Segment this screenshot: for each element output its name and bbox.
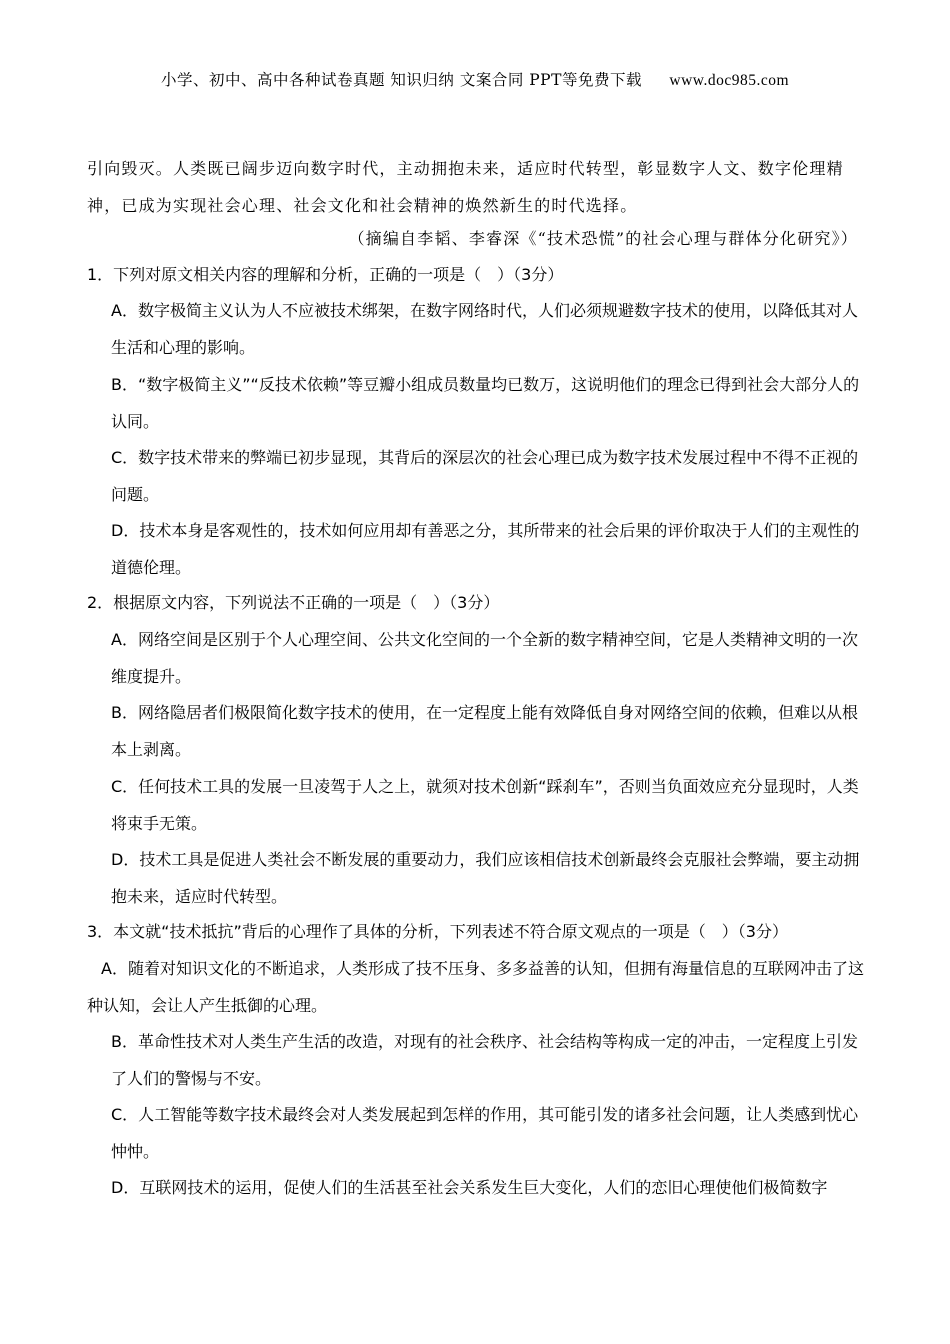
question-3-stem: 3．本文就“技术抵抗”背后的心理作了具体的分析，下列表述不符合原文观点的一项是（ ）（3分） [87,922,788,941]
question-2-option-b: B．网络隐居者们极限简化数字技术的使用，在一定程度上能有效降低自身对网络空间的依赖，但难以从根本上剥离。 [111,703,858,759]
question-2-option-a: A．网络空间是区别于个人心理空间、公共文化空间的一个全新的数字精神空间，它是人类精神文明的一次维度提升。 [111,630,858,686]
question-3-option-c: C．人工智能等数字技术最终会对人类发展起到怎样的作用，其可能引发的诸多社会问题，让人类感到忧心忡忡。 [111,1105,859,1161]
question-2-option-d: D．技术工具是促进人类社会不断发展的重要动力，我们应该相信技术创新最终会克服社会弊端，要主动拥抱未来，适应时代转型。 [111,850,860,906]
passage-source: （摘编自李韬、李睿深《“技术恐慌”的社会心理与群体分化研究》） [348,229,858,248]
question-1-stem: 1．下列对原文相关内容的理解和分析，正确的一项是（ ）（3分） [87,265,564,284]
question-2-option-c: C．任何技术工具的发展一旦凌驾于人之上，就须对技术创新“踩刹车”，否则当负面效应充分显现时，人类将束手无策。 [111,777,859,833]
header-site: www.doc985.com [669,72,790,89]
page-header [0,68,950,90]
question-1-option-c: C．数字技术带来的弊端已初步显现，其背后的深层次的社会心理已成为数字技术发展过程中不得不正视的问题。 [111,448,859,504]
passage-paragraph: 引向毁灭。人类既已阔步迈向数字时代，主动拥抱未来，适应时代转型，彰显数字人文、数字伦理精神，已成为实现社会心理、社会文化和社会精神的焕然新生的时代选择。 [87,159,844,215]
question-3-option-d: D．互联网技术的运用，促使人们的生活甚至社会关系发生巨大变化，人们的恋旧心理使他们极简数字 [111,1178,828,1197]
question-2-stem: 2．根据原文内容，下列说法不正确的一项是（ ）（3分） [87,593,500,612]
question-1-option-d: D．技术本身是客观性的，技术如何应用却有善恶之分，其所带来的社会后果的评价取决于人们的主观性的道德伦理。 [111,521,860,577]
question-1-option-b: B．“数字极简主义”“反技术依赖”等豆瓣小组成员数量均已数万，这说明他们的理念已得到社会大部分人的认同。 [111,375,860,431]
question-1-option-a: A．数字极简主义认为人不应被技术绑架，在数字网络时代，人们必须规避数字技术的使用，以降低其对人生活和心理的影响。 [111,301,858,357]
question-3-option-a: A．随着对知识文化的不断追求，人类形成了技不压身、多多益善的认知，但拥有海量信息的互联网冲击了这种认知，会让人产生抵御的心理。 [87,959,864,1015]
header-text: 小学、初中、高中各种试卷真题 知识归纳 文案合同 PPT等免费下载 [160,71,642,89]
question-3-option-b: B．革命性技术对人类生产生活的改造，对现有的社会秩序、社会结构等构成一定的冲击，一定程度上引发了人们的警惕与不安。 [111,1032,858,1088]
